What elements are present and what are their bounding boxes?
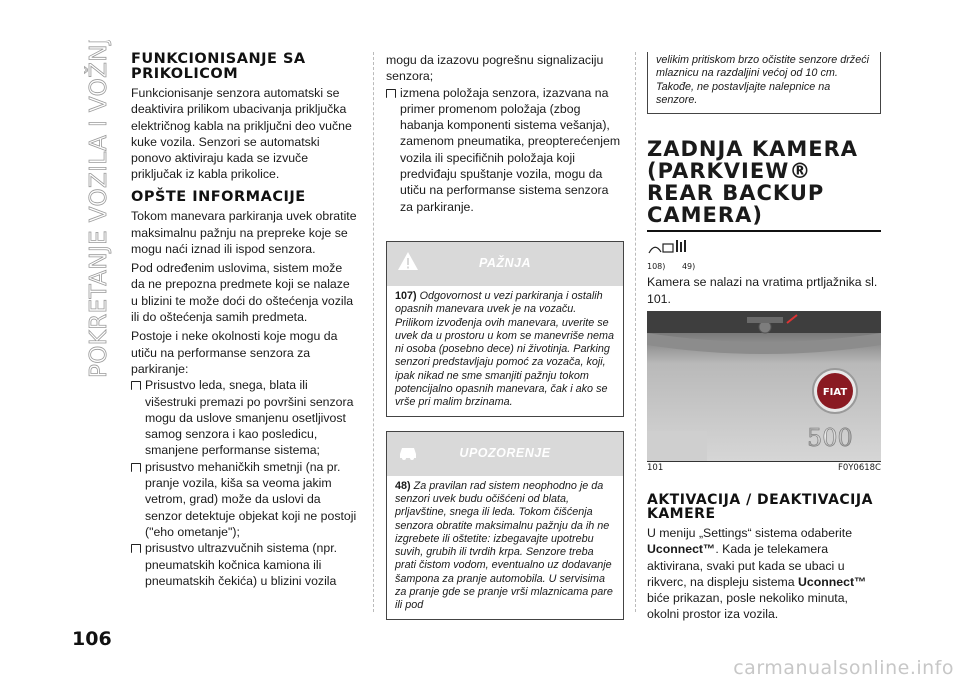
car-rear-photo [647, 311, 881, 461]
heading-rear-camera: ZADNJA KAMERA (PARKVIEW® REAR BACKUP CAMERA) [647, 137, 859, 228]
heading-activation: AKTIVACIJA / DEAKTIVACIJA KAMERE [647, 491, 873, 522]
reference-warning: 108) [647, 262, 666, 272]
bullet-item: prisustvo ultrazvučnih sistema (npr. pneumatskih kočnica kamiona ili pneumatskih čekića) u blizini vozila [131, 540, 359, 589]
paragraph-general-1: Tokom manevara parkiranja uvek obratite maksimalnu pažnju na prepreke koje se mogu naći iznad ili ispod senzora. [131, 209, 357, 256]
warning-text-block [387, 286, 623, 416]
caution-box [386, 431, 624, 620]
figure-number: 101 [647, 462, 664, 473]
figure-rule [647, 461, 881, 462]
paragraph-general-3: Postoje i neke okolnosti koje mogu da utiču na performanse senzora za parkiranje: [131, 329, 338, 376]
bullet-item: prisustvo mehaničkih smetnji (na pr. pranje vozila, kiša sa veoma jakim vetrom, grad) može da uslovi da senzor detektuje objekat koji ne postoji ("eho ometanje"); [131, 459, 359, 540]
column-2 [386, 52, 624, 620]
page-number: 106 [72, 628, 112, 650]
column-separator [635, 52, 636, 612]
side-title-svg [84, 40, 114, 380]
fiat-badge-text: FIAT [822, 386, 848, 398]
column-separator [373, 52, 374, 612]
figure-caption [647, 463, 881, 473]
paragraph-continued: mogu da izazovu pogrešnu signalizaciju senzora; [386, 53, 604, 84]
uconnect-label: Uconnect™ [647, 542, 716, 557]
paragraph-activation [647, 525, 881, 623]
warning-number: 107) [395, 289, 417, 302]
reference-caution: 49) [681, 262, 696, 272]
bullet-item: izmena položaja senzora, izazvana na primer promenom položaja (zbog habanja komponenti sistema vešanja), zamenom pneumatika, preopterećenjem vozila ili specifičnih položaja koji predviđaju spuštanje vozila, mogu da utiču na performanse sistema senzora za parkiranje. [386, 85, 624, 215]
watermark: carmanualsonline.info [733, 657, 954, 679]
caution-text: Za pravilan rad sistem neophodno je da senzori uvek budu očišćeni od blata, prljavštine, snega ili leda. Tokom čišćenja senzora obratite maksimalnu pažnju da ih ne izgrebete ili oštetite: izbegavajte upotrebu suvih, grubih ili tvrdih krpa. Senzore treba prati čistom vodom, eventualno uz dodavanje šampona za pranje automobila. U servisima za pranje gde se pranje vrši mlaznicama pare ili pod [395, 479, 613, 612]
figure-code: F0Y0618C [837, 462, 881, 473]
heading-trailer: FUNKCIONISANJE SA PRIKOLICOM [131, 51, 306, 82]
paragraph-camera-location: Kamera se nalazi na vratima prtljažnika sl. 101. [647, 275, 878, 306]
camera-reference-icon [647, 238, 691, 256]
activation-text: biće prikazan, posle nekoliko minuta, okolni prostor iza vozila. [647, 591, 848, 622]
caution-box-continued [647, 52, 881, 114]
caution-text-continued: velikim pritiskom brzo očistite senzore držeći mlaznicu na razdaljini većoj od 10 cm. Takođe, ne postavljajte nalepnice na senzore. [656, 54, 870, 106]
caution-label: UPOZORENJE [459, 445, 551, 460]
caution-box-header [387, 432, 623, 476]
paragraph-trailer: Funkcionisanje senzora automatski se deaktivira prilikom ubacivanja priključka električnog kabla na priključni deo vučne kuke vozila. Senzori se automatski ponovo aktiviraju kada se izvuče priključak iz kabla prikolice. [131, 86, 352, 182]
car-model-text: 500 [807, 423, 853, 452]
caution-number: 48) [395, 479, 411, 492]
heading-general-info: OPŠTE INFORMACIJE [131, 188, 306, 205]
warning-text: Odgovornost u vezi parkiranja i ostalih opasnih manevara uvek je na vozaču. Prilikom izvođenja ovih manevara, uverite se uvek da u prostoru u kom se manevriše nema ni osoba (posebno dece) ni životinja. Parking senzori predstavljaju pomoć za vozača, koji, ipak nikad ne sme smanjiti pažnju tokom potencijalno opasnih manevara, čak i ako se vrše pri malim brzinama. [395, 289, 615, 409]
warning-label: PAŽNJA [478, 255, 532, 270]
side-section-title [84, 40, 114, 380]
uconnect-label: Uconnect™ [798, 574, 867, 589]
column-3 [647, 52, 881, 623]
heading-underline [647, 230, 881, 232]
warning-box-header [387, 242, 623, 286]
paragraph-general-2: Pod određenim uslovima, sistem može da ne prepozna predmete koji se nalaze u blizini te može doći do oštećenja vozila ili do oštećenja samih predmeta. [131, 261, 354, 325]
figure-rear-camera-photo [647, 311, 881, 461]
activation-text: U meniju „Settings“ sistema odaberite [647, 525, 853, 540]
side-title-text: POKRETANJE VOZILA I VOŽNJA [86, 40, 112, 378]
bullet-item: Prisustvo leda, snega, blata ili višestruki premazi po površini senzora mogu da uslove smanjenu osetljivost samog senzora i kao posledicu, smanjene performanse sistema; [131, 377, 359, 458]
caution-text-block [387, 476, 623, 619]
reference-numbers [647, 262, 881, 271]
activation-text: . Kada je telekamera aktivirana, svaki put kada se ubaci u rikverc, na displeju sistema [647, 542, 845, 589]
warning-box [386, 241, 624, 417]
column-1 [131, 52, 359, 589]
